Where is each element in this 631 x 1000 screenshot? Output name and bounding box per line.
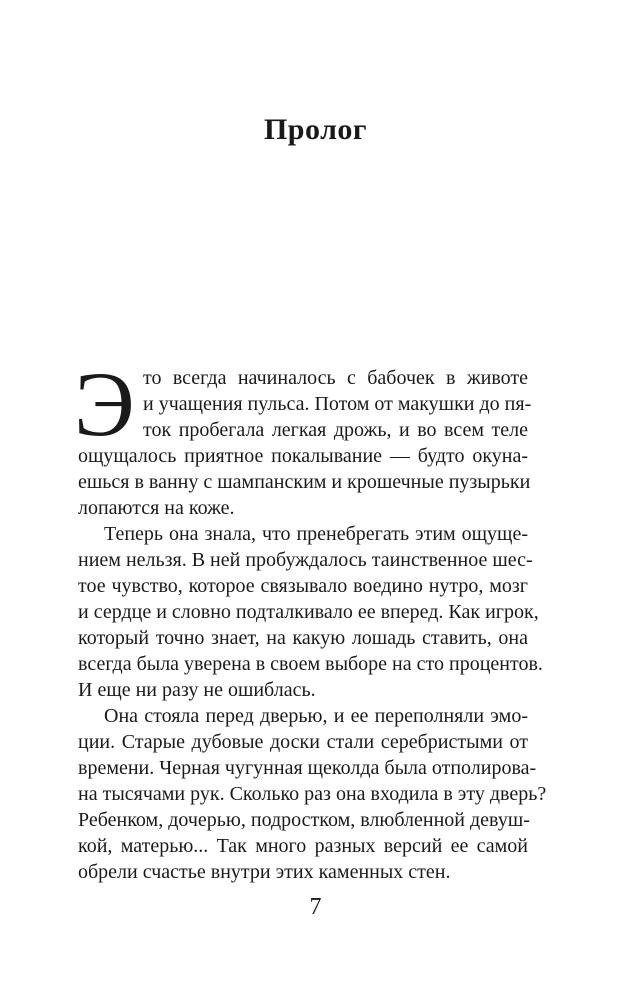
text-line: нием нельзя. В ней пробуждалось таинственное шес-: [78, 549, 533, 571]
text-line: лопаются на коже.: [78, 497, 235, 519]
text-line: Она стояла перед дверью, и ее переполняли эмо-: [104, 705, 528, 727]
text-line: Теперь она знала, что пренебрегать этим ощуще-: [104, 523, 528, 545]
text-line: Ребенком, дочерью, подростком, влюбленной девуш-: [78, 809, 530, 831]
text-line: ощущалось приятное покалывание — будто окуна-: [78, 445, 528, 467]
text-line: обрели счастье внутри этих каменных стен.: [78, 861, 451, 883]
text-line: и учащения пульса. Потом от макушки до пя-: [143, 393, 532, 415]
text-line: кой, матерью... Так много разных версий ее самой: [78, 835, 528, 857]
text-line: всегда была уверена в своем выборе на сто процентов.: [78, 653, 543, 675]
chapter-title: Пролог: [263, 113, 368, 146]
text-line: ток пробегала легкая дрожь, и во всем теле: [143, 419, 528, 441]
drop-cap: Э: [74, 353, 135, 455]
text-line: на тысячами рук. Сколько раз она входила в эту дверь?: [78, 783, 547, 805]
text-line: времени. Черная чугунная щеколда была отполирова-: [78, 757, 537, 779]
text-line: то всегда начиналось с бабочек в животе: [143, 367, 528, 389]
text-line: который точно знает, на какую лошадь ставить, она: [78, 627, 528, 649]
text-line: ции. Старые дубовые доски стали серебристыми от: [78, 731, 528, 753]
page-number: 7: [309, 894, 322, 920]
text-line: и сердце и словно подталкивало ее вперед. Как игрок,: [78, 601, 539, 623]
text-line: тое чувство, которое связывало воедино нутро, мозг: [78, 575, 528, 597]
text-line: И еще ни разу не ошиблась.: [78, 679, 316, 701]
text-line: ешься в ванну с шампанским и крошечные пузырьки: [78, 471, 531, 493]
